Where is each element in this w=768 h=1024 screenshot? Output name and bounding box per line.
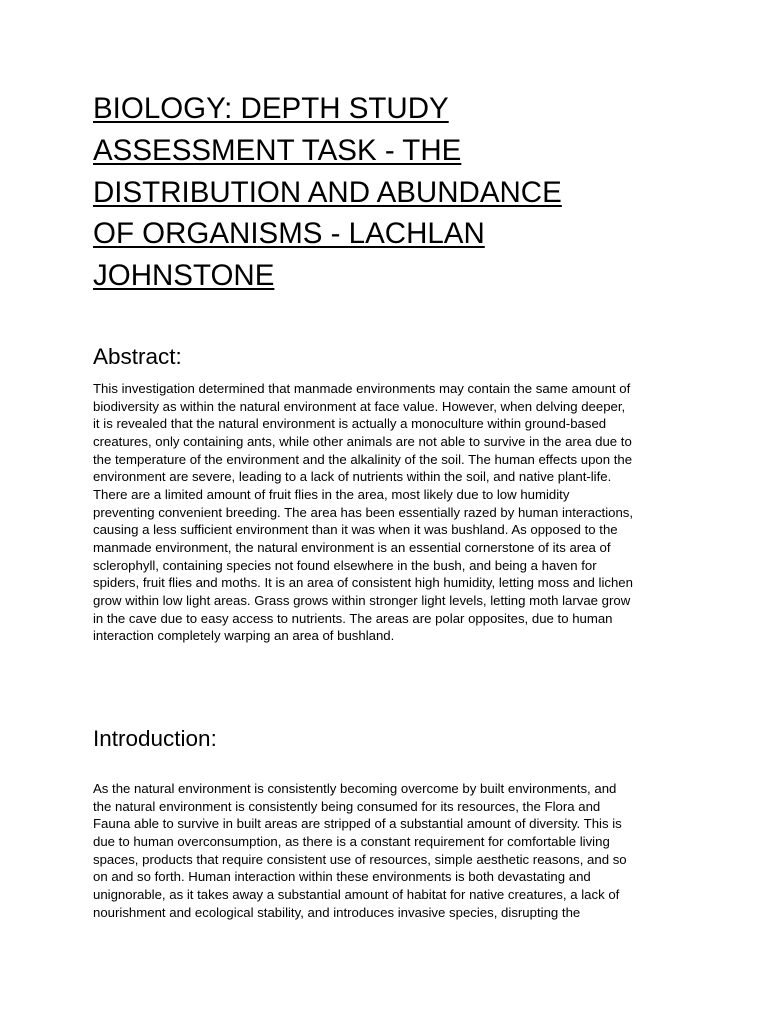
paragraph-line: manmade environment, the natural environment is an essential cornerstone of its area of (93, 539, 611, 555)
paragraph-line: interaction completely warping an area of bushland. (93, 628, 395, 644)
title-line: BIOLOGY: DEPTH STUDY (93, 92, 449, 125)
paragraph-line: There are a limited amount of fruit flies in the area, most likely due to low humidity (93, 486, 570, 502)
introduction-paragraph (93, 780, 683, 921)
paragraph-line: on and so forth. Human interaction within these environments is both devastating and (93, 869, 591, 885)
title-line: DISTRIBUTION AND ABUNDANCE (93, 175, 562, 209)
introduction-heading: Introduction: (93, 726, 217, 751)
paragraph-line: it is revealed that the natural environment is actually a monoculture within ground-based (93, 416, 607, 432)
paragraph-line: biodiversity as within the natural environment at face value. However, when delving deeper, (93, 398, 626, 414)
document-page (93, 88, 683, 920)
paragraph-line: sclerophyll, containing species not found elsewhere in the bush, and being a haven for (93, 557, 597, 573)
document-title (93, 88, 683, 297)
paragraph-line: preventing convenient breeding. The area has been essentially razed by human interactions, (93, 504, 634, 520)
paragraph-line: due to human overconsumption, as there is a constant requirement for comfortable living (93, 833, 610, 849)
paragraph-line: in the cave due to easy access to nutrients. The areas are polar opposites, due to human (93, 610, 613, 626)
paragraph-line: creatures, only containing ants, while other animals are not able to survive in the area due to (93, 433, 632, 449)
paragraph-line: the temperature of the environment and the alkalinity of the soil. The human effects upon the (93, 451, 633, 467)
paragraph-line: grow within low light areas. Grass grows within stronger light levels, letting moth larvae grow (93, 592, 631, 608)
paragraph-line: nourishment and ecological stability, and introduces invasive species, disrupting the (93, 904, 581, 920)
paragraph-line: spaces, products that require consistent use of resources, simple aesthetic reasons, and so (93, 851, 627, 867)
paragraph-line: unignorable, as it takes away a substantial amount of habitat for native creatures, a lack of (93, 886, 620, 902)
title-line: JOHNSTONE (93, 259, 275, 293)
abstract-heading: Abstract: (93, 344, 182, 369)
paragraph-line: causing a less sufficient environment than it was when it was bushland. As opposed to the (93, 522, 618, 538)
paragraph-line: environment are severe, leading to a lack of nutrients within the soil, and native plant-life. (93, 469, 612, 485)
paragraph-line: Fauna able to survive in built areas are stripped of a substantial amount of diversity. This is (93, 816, 622, 832)
title-line: OF ORGANISMS - LACHLAN (93, 217, 485, 251)
paragraph-line: This investigation determined that manmade environments may contain the same amount of (93, 381, 631, 396)
paragraph-line: the natural environment is consistently being consumed for its resources, the Flora and (93, 798, 601, 814)
abstract-paragraph (93, 380, 683, 645)
paragraph-line: As the natural environment is consistently becoming overcome by built environments, and (93, 781, 617, 796)
paragraph-line: spiders, fruit flies and moths. It is an area of consistent high humidity, letting moss and lichen (93, 575, 633, 591)
title-line: ASSESSMENT TASK - THE (93, 133, 462, 167)
